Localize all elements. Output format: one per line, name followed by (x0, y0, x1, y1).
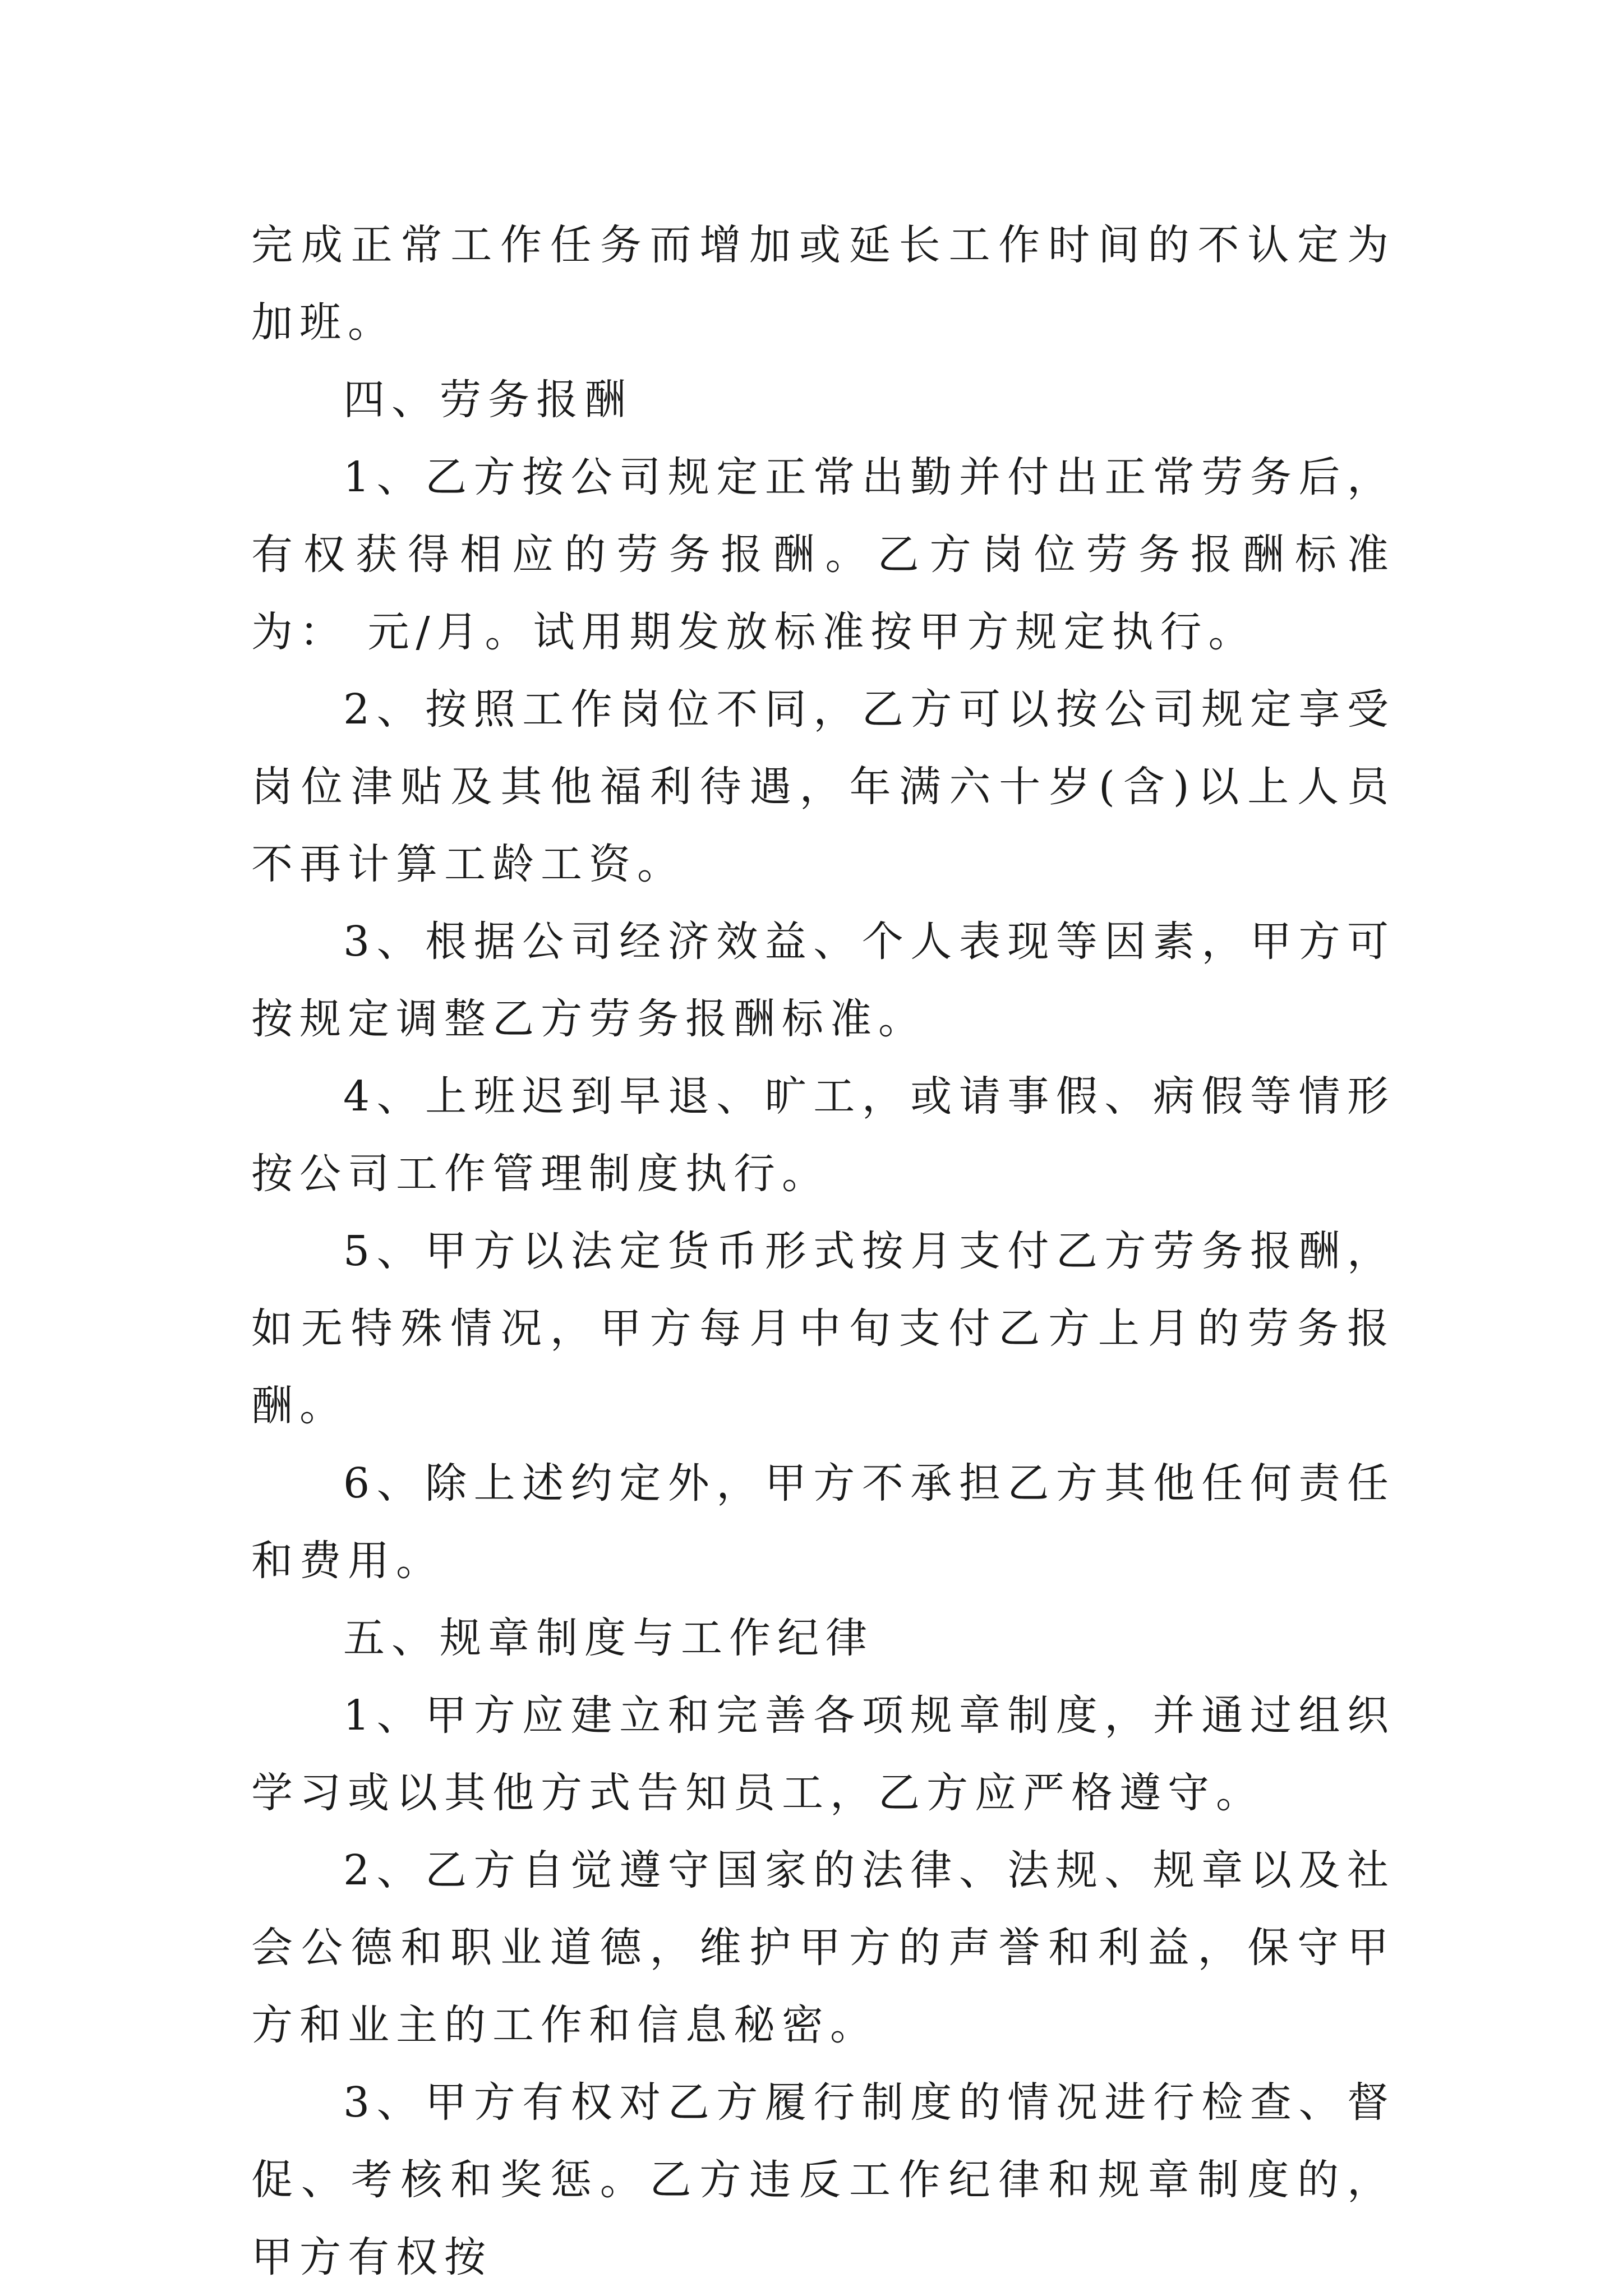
section-heading-rules: 五、规章制度与工作纪律 (343, 1614, 874, 1662)
paragraph-item: 3、甲方有权对乙方履行制度的情况进行检查、督促、考核和奖惩。乙方违反工作纪律和规章制度的，甲方有权按 (251, 2078, 1395, 2281)
paragraph-item: 1、乙方按公司规定正常出勤并付出正常劳务后，有权获得相应的劳务报酬。乙方岗位劳务报酬标准为： 元/月。试用期发放标准按甲方规定执行。 (251, 453, 1395, 656)
paragraph-item: 1、甲方应建立和完善各项规章制度，并通过组织学习或以其他方式告知员工，乙方应严格遵守。 (251, 1691, 1395, 1817)
paragraph-item: 4、上班迟到早退、旷工，或请事假、病假等情形按公司工作管理制度执行。 (251, 1072, 1395, 1198)
paragraph-continuation: 完成正常工作任务而增加或延长工作时间的不认定为加班。 (251, 221, 1395, 347)
paragraph-item: 2、乙方自觉遵守国家的法律、法规、规章以及社会公德和职业道德，维护甲方的声誉和利益，保守甲方和业主的工作和信息秘密。 (251, 1846, 1395, 2049)
paragraph-item: 3、根据公司经济效益、个人表现等因素，甲方可按规定调整乙方劳务报酬标准。 (251, 918, 1395, 1043)
paragraph-item: 5、甲方以法定货币形式按月支付乙方劳务报酬，如无特殊情况，甲方每月中旬支付乙方上月的劳务报酬。 (251, 1227, 1395, 1430)
document-body (251, 206, 1395, 2296)
paragraph-item: 6、除上述约定外，甲方不承担乙方其他任何责任和费用。 (251, 1459, 1395, 1585)
section-heading-remuneration: 四、劳务报酬 (343, 376, 633, 424)
paragraph-item: 2、按照工作岗位不同，乙方可以按公司规定享受岗位津贴及其他福利待遇，年满六十岁(含)以上人员不再计算工龄工资。 (251, 685, 1395, 888)
